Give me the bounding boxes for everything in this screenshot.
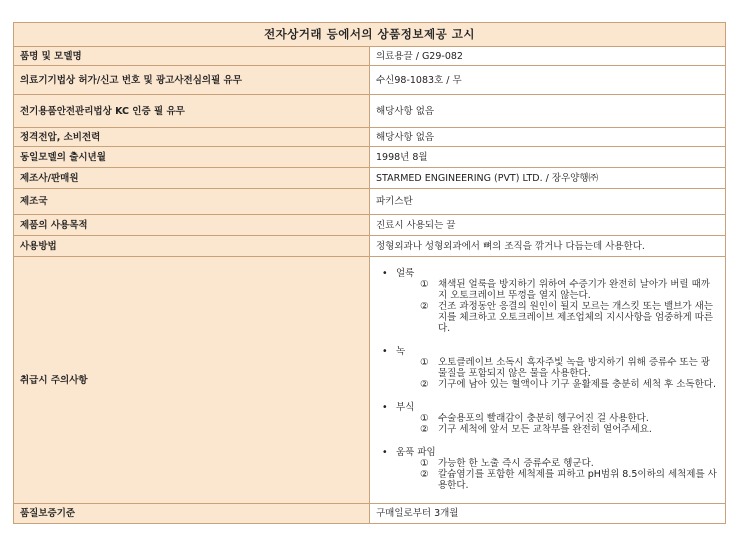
- product-info-notice: [13, 22, 726, 524]
- row-value: STARMED ENGINEERING (PVT) LTD. / 장우양행㈜: [370, 168, 726, 189]
- table-row: [14, 147, 726, 168]
- product-info-table: [13, 22, 726, 524]
- table-row: [14, 168, 726, 189]
- item-number: ①: [420, 279, 429, 290]
- title-row: [14, 23, 726, 47]
- item-number: ②: [420, 424, 429, 435]
- row-label: 제품의 사용목적: [14, 215, 370, 236]
- row-value: 해당사항 없음: [370, 95, 726, 128]
- caution-section-pitting: [376, 447, 719, 491]
- item-number: ②: [420, 379, 429, 390]
- table-row: [14, 215, 726, 236]
- table-title: 전자상거래 등에서의 상품정보제공 고시: [14, 23, 726, 47]
- item-text: 칼슘염기를 포함한 세척제를 피하고 pH범위 8.5이하의 세척제를 사용한다.: [438, 469, 717, 491]
- item-text: 오토클레이브 소독시 흑자주빛 녹을 방지하기 위해 증류수 또는 광물질을 포함되지 않은 물을 사용한다.: [438, 357, 710, 379]
- item-text: 수술용포의 빨래감이 충분히 헹구어진 걸 사용한다.: [438, 413, 649, 424]
- row-value: 진료시 사용되는 끌: [370, 215, 726, 236]
- table-row: [14, 47, 726, 66]
- row-value: 1998년 8월: [370, 147, 726, 168]
- row-label: 전기용품안전관리법상 KC 인증 필 유무: [14, 95, 370, 128]
- row-value: 해당사항 없음: [370, 128, 726, 147]
- row-value: 수신98-1083호 / 무: [370, 66, 726, 95]
- caution-row: [14, 257, 726, 504]
- section-title: 움푹 파임: [396, 447, 436, 458]
- item-text: 건조 과정동안 응결의 원인이 될지 모르는 개스킷 또는 밸브가 새는지를 체크하고 오토크레이브 제조업체의 지시사항을 엄중하게 따른다.: [438, 301, 714, 334]
- section-title: 부식: [396, 402, 415, 413]
- table-row: [14, 66, 726, 95]
- item-text: 가능한 한 노출 즉시 증류수로 헹군다.: [438, 458, 594, 469]
- bullet-icon: •: [382, 402, 388, 413]
- item-text: 채색된 얼룩을 방지하기 위하여 수증기가 완전히 날아가 버릴 때까지 오토크레이브 뚜껑을 열지 않는다.: [438, 279, 710, 301]
- item-number: ②: [420, 301, 429, 312]
- list-item: [420, 469, 719, 491]
- item-text: 기구에 남아 있는 혈액이나 기구 윤활제를 충분히 세척 후 소독한다.: [438, 379, 716, 390]
- section-title: 녹: [396, 346, 406, 357]
- caution-content: [370, 257, 726, 504]
- table-row: [14, 189, 726, 215]
- quality-value: 구매일로부터 3개월: [370, 504, 726, 524]
- table-row: [14, 128, 726, 147]
- caution-section-rust: [376, 346, 719, 390]
- list-item: [420, 357, 719, 379]
- list-item: [420, 458, 719, 469]
- item-text: 기구 세척에 앞서 모든 교착부를 완전히 열어주세요.: [438, 424, 652, 435]
- row-value: 의료용끌 / G29-082: [370, 47, 726, 66]
- item-number: ①: [420, 357, 429, 368]
- list-item: [420, 424, 719, 435]
- item-number: ②: [420, 469, 429, 480]
- caution-section-stain: [376, 268, 719, 334]
- bullet-icon: •: [382, 447, 388, 458]
- quality-label: 품질보증기준: [14, 504, 370, 524]
- list-item: [420, 413, 719, 424]
- bullet-icon: •: [382, 346, 388, 357]
- row-label: 제조국: [14, 189, 370, 215]
- bullet-icon: •: [382, 268, 388, 279]
- item-number: ①: [420, 413, 429, 424]
- table-row: [14, 236, 726, 257]
- list-item: [420, 379, 719, 390]
- list-item: [420, 279, 719, 301]
- row-label: 의료기기법상 허가/신고 번호 및 광고사전심의필 유무: [14, 66, 370, 95]
- row-label: 정격전압, 소비전력: [14, 128, 370, 147]
- caution-section-corrosion: [376, 402, 719, 435]
- row-label: 품명 및 모델명: [14, 47, 370, 66]
- table-row: [14, 504, 726, 524]
- table-row: [14, 95, 726, 128]
- row-label: 동일모델의 출시년월: [14, 147, 370, 168]
- row-label: 사용방법: [14, 236, 370, 257]
- list-item: [420, 301, 719, 334]
- item-number: ①: [420, 458, 429, 469]
- row-value: 파키스탄: [370, 189, 726, 215]
- row-label: 제조사/판매원: [14, 168, 370, 189]
- row-value: 정형외과나 성형외과에서 뼈의 조직을 깎거나 다듬는데 사용한다.: [370, 236, 726, 257]
- section-title: 얼룩: [396, 268, 415, 279]
- caution-label: 취급시 주의사항: [14, 257, 370, 504]
